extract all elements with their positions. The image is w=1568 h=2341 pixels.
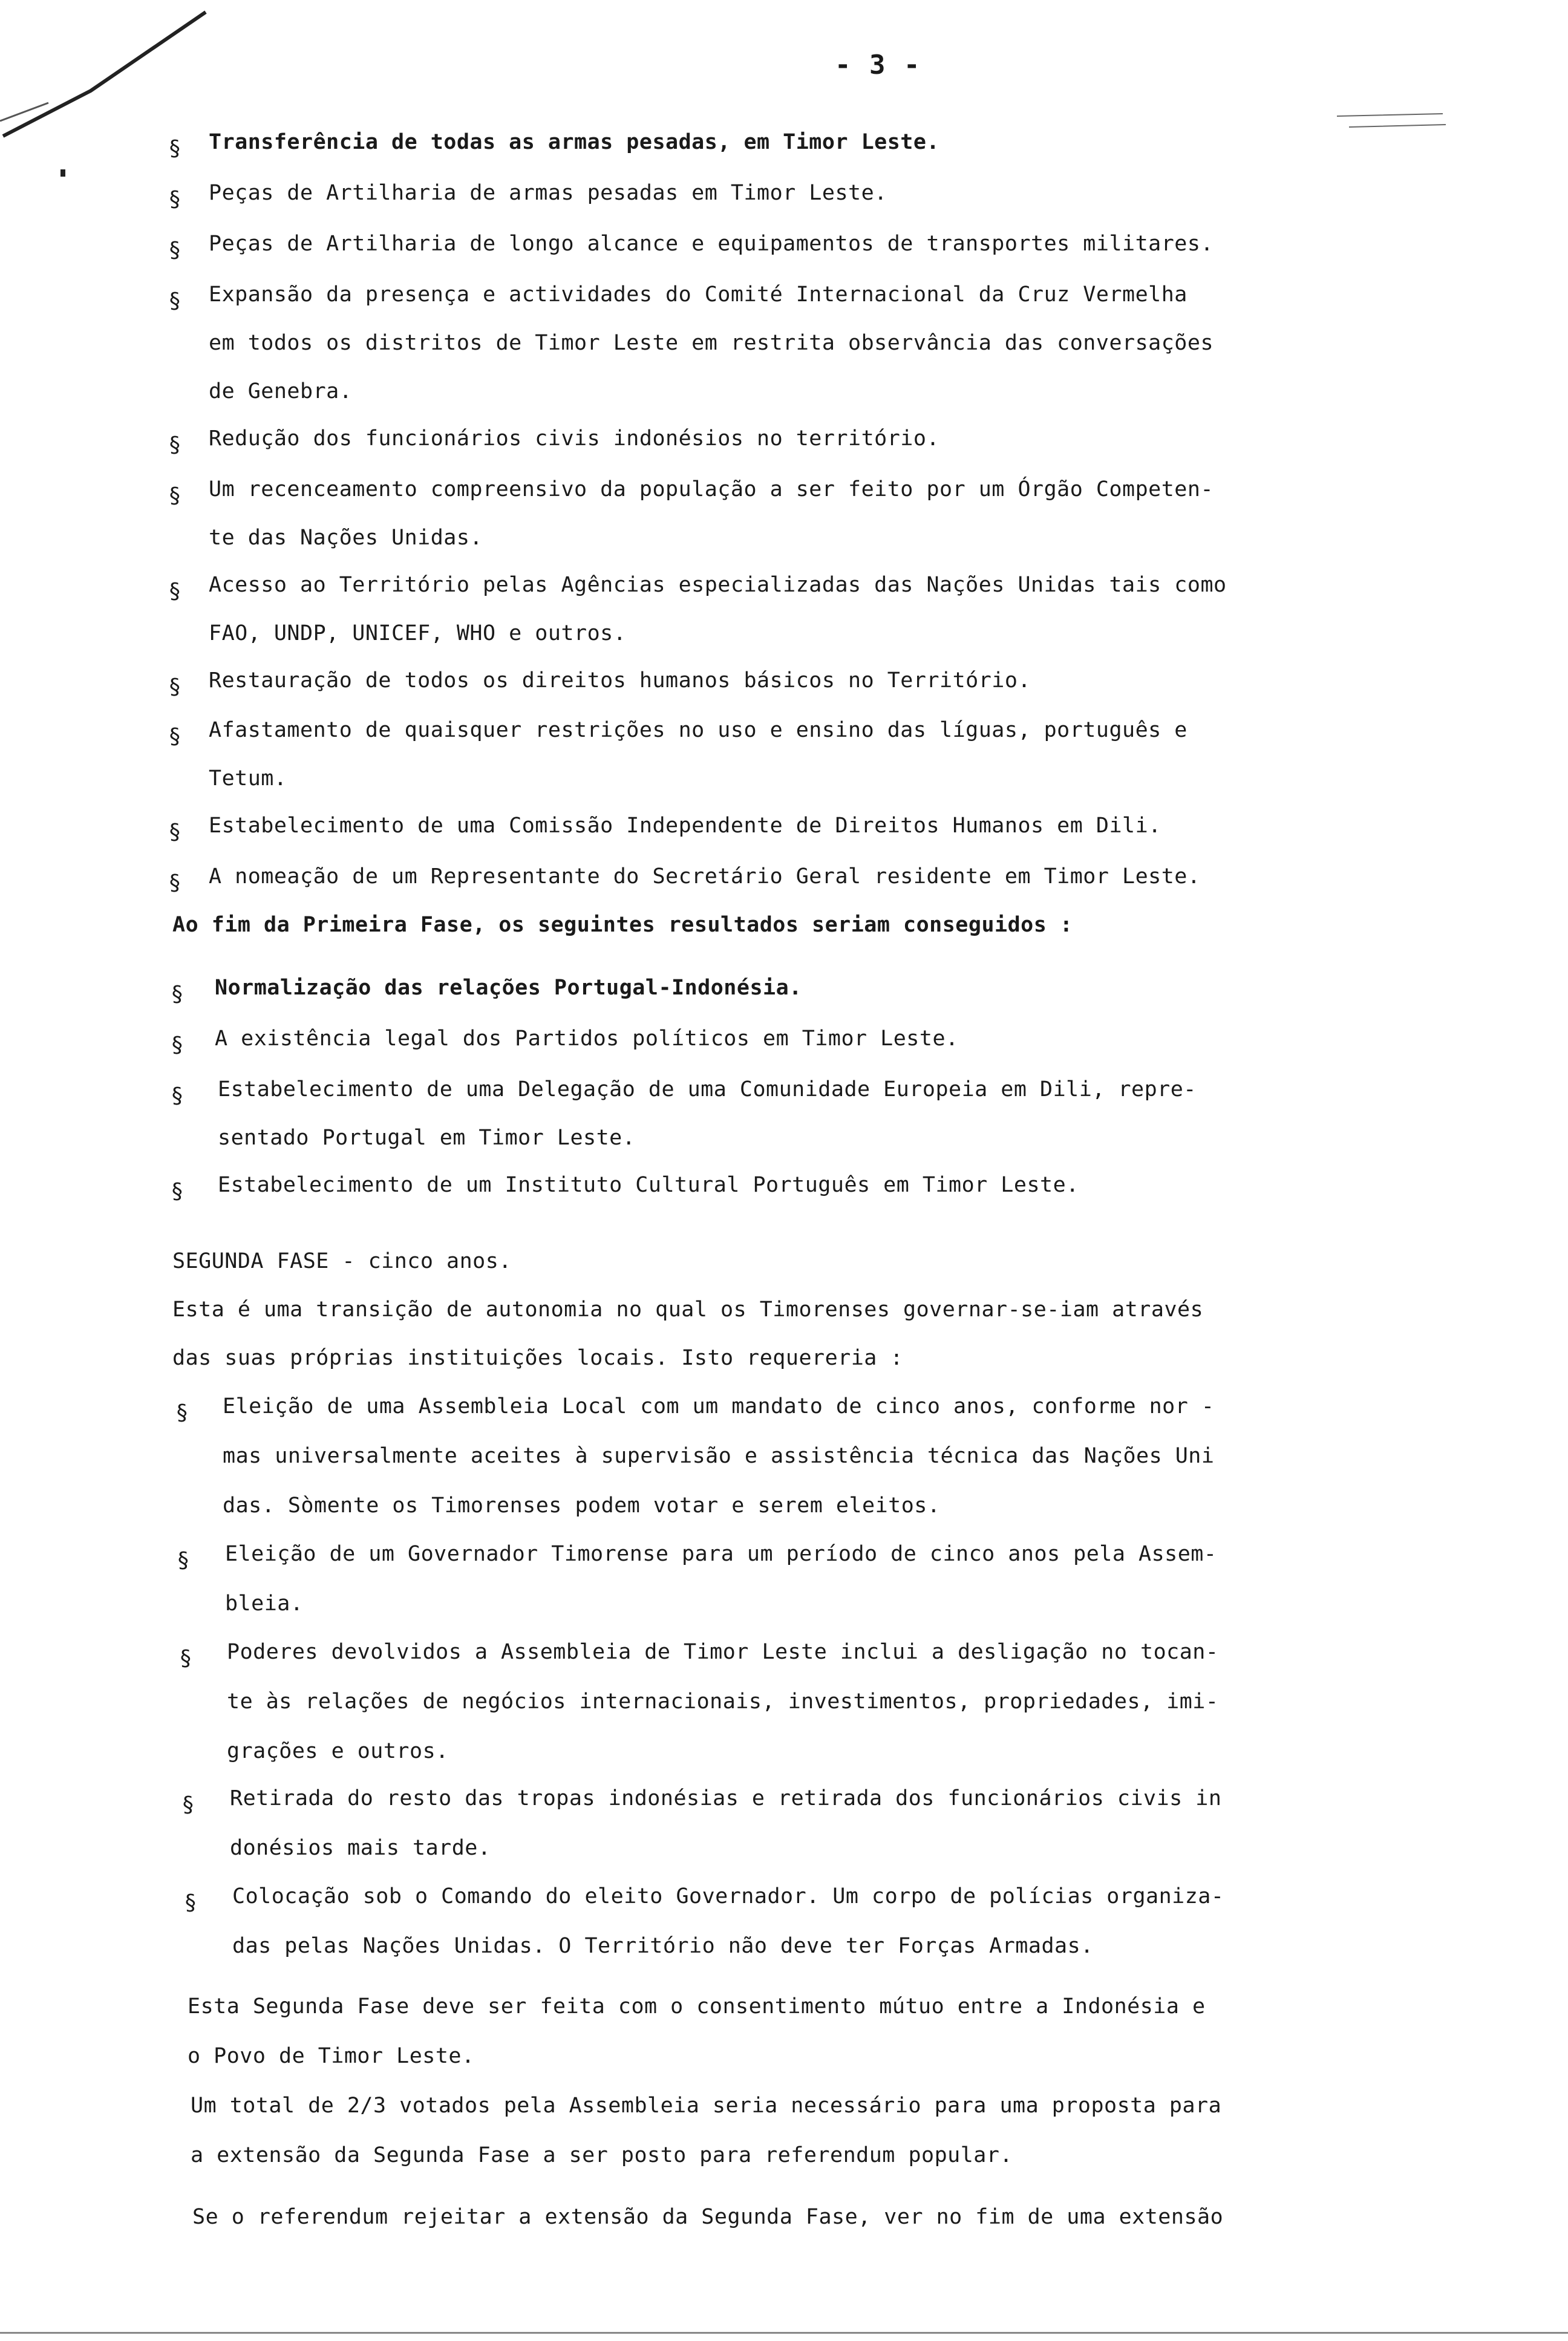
list-item-line: mas universalmente aceites à supervisão e assistência técnica das Nações Uni	[223, 1444, 1215, 1468]
paragraph-line: Esta é uma transição de autonomia no qual os Timorenses governar-se-iam através	[172, 1298, 1204, 1322]
bullet-marker: §	[168, 820, 181, 844]
bullet-marker: §	[171, 1083, 184, 1108]
bullet-marker: §	[168, 238, 181, 263]
bullet-marker: §	[168, 136, 181, 161]
list-item-line: Transferência de todas as armas pesadas, em Timor Leste.	[209, 130, 940, 154]
bullet-marker: §	[171, 1033, 184, 1057]
bullet-marker: §	[181, 1792, 195, 1817]
list-item-line: das. Sòmente os Timorenses podem votar e serem eleitos.	[223, 1494, 941, 1518]
bullet-marker: §	[168, 289, 181, 313]
list-item-line: Peças de Artilharia de longo alcance e equipamentos de transportes militares.	[209, 232, 1214, 256]
list-item-line: Redução dos funcionários civis indonésios no território.	[209, 426, 940, 451]
list-item-line: bleia.	[225, 1592, 304, 1616]
paragraph-line: o Povo de Timor Leste.	[188, 2044, 475, 2068]
bullet-marker: §	[179, 1646, 192, 1671]
bullet-marker: §	[168, 187, 181, 212]
bullet-marker: §	[168, 870, 181, 895]
list-item-line: Eleição de uma Assembleia Local com um mandato de cinco anos, conforme nor -	[223, 1394, 1215, 1419]
bullet-marker: §	[168, 433, 181, 457]
list-item-line: em todos os distritos de Timor Leste em restrita observância das conversações	[209, 331, 1214, 355]
list-item-line: das pelas Nações Unidas. O Território não deve ter Forças Armadas.	[232, 1934, 1094, 1958]
bullet-marker: §	[168, 724, 181, 749]
scan-bottom-edge	[0, 2332, 1568, 2334]
list-item-line: A existência legal dos Partidos políticos em Timor Leste.	[215, 1027, 959, 1051]
list-item-line: Poderes devolvidos a Assembleia de Timor Leste inclui a desligação no tocan-	[227, 1640, 1219, 1664]
bullet-marker: §	[171, 1179, 184, 1204]
list-item-line: Expansão da presença e actividades do Comité Internacional da Cruz Vermelha	[209, 282, 1187, 307]
list-item-line: grações e outros.	[227, 1739, 449, 1763]
bullet-marker: §	[168, 483, 181, 508]
paragraph-line: a extensão da Segunda Fase a ser posto para referendum popular.	[191, 2143, 1013, 2167]
bullet-marker: §	[175, 1400, 189, 1425]
results-intro: Ao fim da Primeira Fase, os seguintes resultados seriam conseguidos :	[172, 913, 1073, 937]
list-item-line: Um recenceamento compreensivo da população a ser feito por um Órgão Competen-	[209, 477, 1214, 501]
list-item-line: te às relações de negócios internacionais, investimentos, propriedades, imi-	[227, 1690, 1219, 1714]
list-item-line: Eleição de um Governador Timorense para um período de cinco anos pela Assem-	[225, 1542, 1217, 1566]
list-item-line: Restauração de todos os direitos humanos básicos no Território.	[209, 668, 1031, 693]
list-item-line: Estabelecimento de uma Delegação de uma Comunidade Europeia em Dili, repre-	[218, 1077, 1197, 1102]
bullet-marker: §	[168, 674, 181, 699]
bullet-marker: §	[168, 579, 181, 604]
list-item-line: donésios mais tarde.	[230, 1836, 491, 1860]
list-item-line: Afastamento de quaisquer restrições no uso e ensino das líguas, português e	[209, 718, 1187, 742]
paragraph-line: Esta Segunda Fase deve ser feita com o consentimento mútuo entre a Indonésia e	[188, 1994, 1206, 2019]
list-item-line: Normalização das relações Portugal-Indonésia.	[215, 976, 802, 1000]
list-item-line: Retirada do resto das tropas indonésias e retirada dos funcionários civis in	[230, 1786, 1222, 1810]
bullet-marker: §	[184, 1890, 197, 1915]
page-number: - 3 -	[835, 50, 921, 80]
paragraph-line: Se o referendum rejeitar a extensão da Segunda Fase, ver no fim de uma extensão	[192, 2205, 1224, 2229]
list-item-line: sentado Portugal em Timor Leste.	[218, 1126, 636, 1150]
bullet-marker: §	[177, 1548, 190, 1573]
paragraph-line: das suas próprias instituições locais. Isto requereria :	[172, 1346, 904, 1370]
scan-margin-line	[1331, 109, 1452, 133]
paragraph-line: Um total de 2/3 votados pela Assembleia seria necessário para uma proposta para	[191, 2094, 1222, 2118]
list-item-line: Colocação sob o Comando do eleito Governador. Um corpo de polícias organiza-	[232, 1884, 1224, 1908]
list-item-line: A nomeação de um Representante do Secretário Geral residente em Timor Leste.	[209, 864, 1201, 889]
list-item-line: Peças de Artilharia de armas pesadas em Timor Leste.	[209, 181, 887, 205]
scan-dot	[60, 169, 65, 177]
second-phase-heading: SEGUNDA FASE - cinco anos.	[172, 1249, 512, 1273]
bullet-marker: §	[171, 982, 184, 1007]
list-item-line: Acesso ao Território pelas Agências especializadas das Nações Unidas tais como	[209, 573, 1227, 597]
list-item-line: Estabelecimento de uma Comissão Independente de Direitos Humanos em Dili.	[209, 814, 1161, 838]
list-item-line: de Genebra.	[209, 379, 353, 403]
list-item-line: te das Nações Unidas.	[209, 526, 483, 550]
list-item-line: Tetum.	[209, 766, 287, 791]
list-item-line: FAO, UNDP, UNICEF, WHO e outros.	[209, 621, 627, 645]
list-item-line: Estabelecimento de um Instituto Cultural Português em Timor Leste.	[218, 1173, 1079, 1197]
